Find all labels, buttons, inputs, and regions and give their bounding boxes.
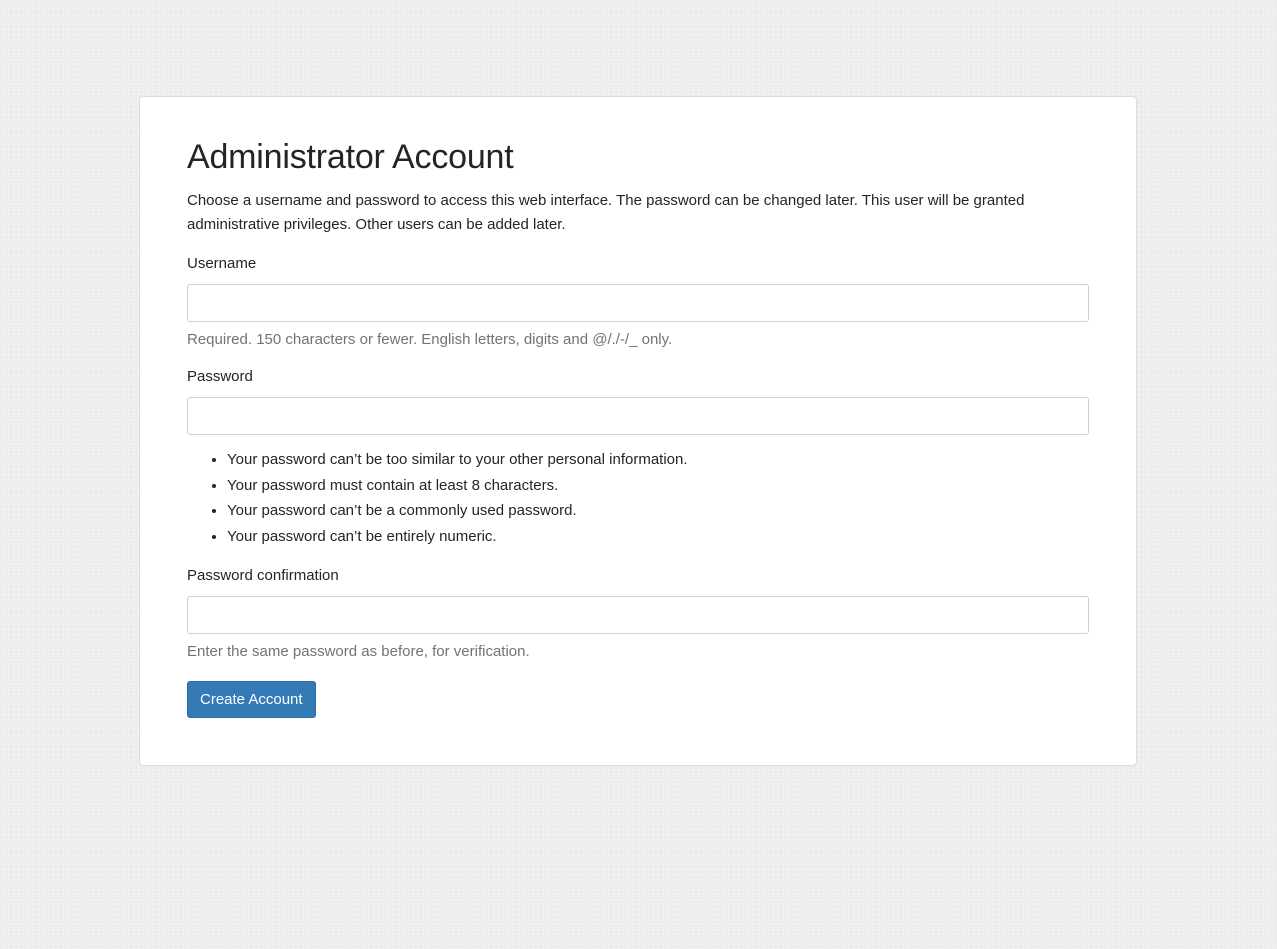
- admin-account-card: [139, 96, 1137, 766]
- password-confirmation-label: Password confirmation: [187, 567, 339, 584]
- password-rules-list: [187, 447, 1089, 549]
- username-input[interactable]: [187, 284, 1089, 322]
- password-confirmation-input[interactable]: [187, 596, 1089, 634]
- intro-text: Choose a username and password to access this web interface. The password can be changed later. This user will be granted administrative privileges. Other users can be added later.: [187, 192, 1025, 233]
- page-title: Administrator Account: [187, 138, 514, 176]
- password-rule: • Your password can’t be too similar to your other personal information.: [227, 447, 1089, 473]
- username-help-text: Required. 150 characters or fewer. English letters, digits and @/./-/_ only.: [187, 331, 673, 348]
- create-account-button[interactable]: Create Account: [187, 681, 316, 718]
- password-label: Password: [187, 368, 253, 385]
- password-input[interactable]: [187, 397, 1089, 435]
- password-confirmation-help-text: Enter the same password as before, for verification.: [187, 643, 530, 660]
- password-rule: • Your password can’t be a commonly used password.: [227, 498, 1089, 524]
- password-rule: • Your password must contain at least 8 characters.: [227, 473, 1089, 499]
- username-label: Username: [187, 255, 257, 272]
- password-rule: • Your password can’t be entirely numeric.: [227, 524, 1089, 550]
- admin-account-form: [187, 253, 1089, 718]
